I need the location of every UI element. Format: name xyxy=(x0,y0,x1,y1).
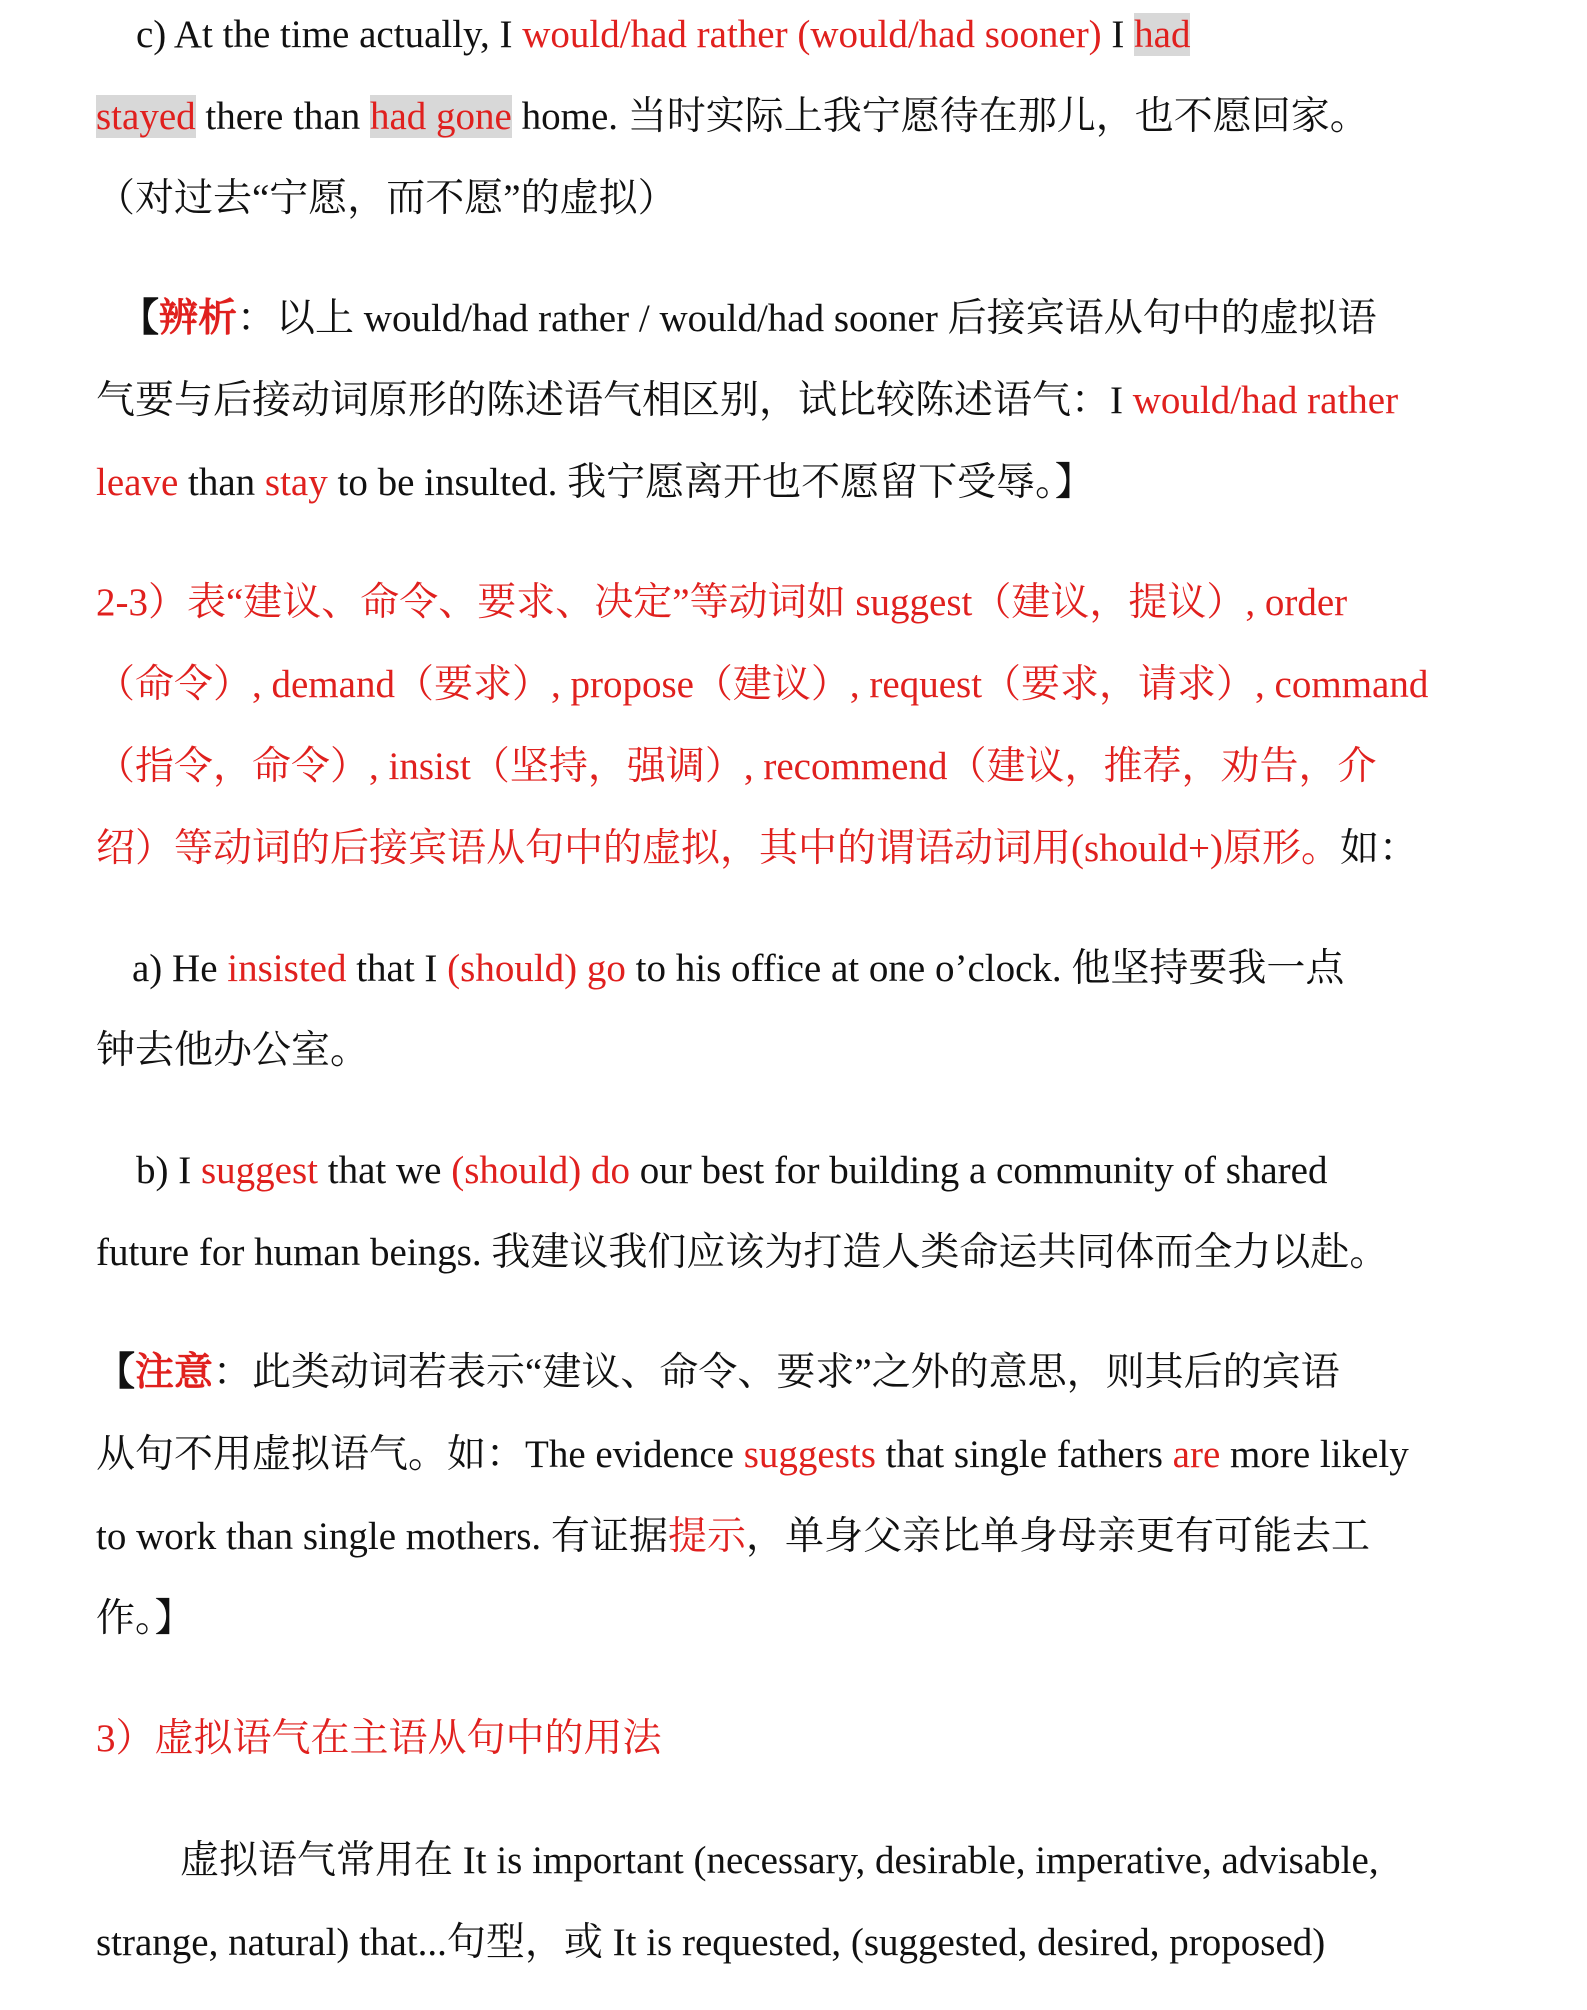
text: more likely xyxy=(1220,1433,1409,1476)
red-text: are xyxy=(1172,1433,1221,1476)
red-text: leave xyxy=(96,461,179,504)
text: that single fathers xyxy=(875,1433,1173,1476)
text: 如： xyxy=(1339,827,1418,870)
red-text: insisted xyxy=(227,947,347,990)
para-last-line-1: 虚拟语气常用在 It is important (necessary, desirable, imperative, advisable, xyxy=(180,1839,1379,1882)
red-text: stay xyxy=(264,461,328,504)
text: ：此类动词若表示“建议、命令、要求”之外的意思，则其后的宾语 xyxy=(213,1351,1340,1394)
analysis-line-1 xyxy=(120,296,1520,342)
text: that I xyxy=(346,947,448,990)
note-line-1 xyxy=(96,1350,1496,1396)
para-c-line-1 xyxy=(136,12,1536,58)
highlight-red-text: had xyxy=(1134,13,1191,56)
note-label: 注意 xyxy=(135,1351,214,1394)
text: to work than single mothers. 有证据 xyxy=(96,1515,668,1558)
bracket: 【 xyxy=(96,1351,136,1394)
red-text: 提示 xyxy=(667,1515,746,1558)
text: to his office at one o’clock. 他坚持要我一点 xyxy=(625,947,1345,990)
example-b-line-1 xyxy=(136,1148,1536,1194)
section-2-3-line-2: （命令）, demand（要求）, propose（建议）, request（要求，请求）, command xyxy=(96,663,1429,706)
example-a-line-2: 钟去他办公室。 xyxy=(96,1029,370,1072)
section-2-3-line-4 xyxy=(96,826,1496,872)
text: than xyxy=(178,461,265,504)
text: 气要与后接动词原形的陈述语气相区别，试比较陈述语气：I xyxy=(96,379,1133,422)
example-b-line-2: future for human beings. 我建议我们应该为打造人类命运共同体而全力以赴。 xyxy=(96,1231,1389,1274)
text: b) I xyxy=(136,1149,201,1192)
red-text: would/had rather xyxy=(1132,379,1399,422)
text: to be insulted. 我宁愿离开也不愿留下受辱。】 xyxy=(327,461,1094,504)
text: c) At the time actually, I xyxy=(136,13,523,56)
text: ，单身父亲比单身母亲更有可能去工 xyxy=(745,1515,1370,1558)
bracket: 【 xyxy=(120,297,160,340)
text: that we xyxy=(317,1149,452,1192)
note-line-2 xyxy=(96,1432,1496,1478)
section-2-3-line-1: 2-3）表“建议、命令、要求、决定”等动词如 suggest（建议，提议）, order xyxy=(96,581,1348,624)
text: ：以上 would/had rather / would/had sooner 后接宾语从句中的虚拟语 xyxy=(237,297,1377,340)
section-2-3-line-3: （指令，命令）, insist（坚持，强调）, recommend（建议，推荐，劝告，介 xyxy=(96,745,1377,788)
highlight-red-text: had gone xyxy=(369,95,512,138)
red-text: (should) go xyxy=(447,947,626,990)
text: our best for building a community of shared xyxy=(629,1149,1328,1192)
analysis-line-3 xyxy=(96,460,1496,506)
note-line-3 xyxy=(96,1514,1496,1560)
text: 从句不用虚拟语气。如：The evidence xyxy=(96,1433,744,1476)
text: I xyxy=(1101,13,1135,56)
para-c-line-2 xyxy=(96,94,1496,140)
highlight-red-text: would/had rather (would/had sooner) xyxy=(522,13,1102,56)
text: home. 当时实际上我宁愿待在那儿，也不愿回家。 xyxy=(511,95,1369,138)
para-last-line-2: strange, natural) that...句型，或 It is requested, (suggested, desired, proposed) xyxy=(96,1921,1326,1964)
note-line-4: 作。】 xyxy=(96,1597,194,1640)
red-text: suggest xyxy=(200,1149,318,1192)
red-text: 绍）等动词的后接宾语从句中的虚拟，其中的谓语动词用(should+)原形。 xyxy=(96,827,1340,870)
text: there than xyxy=(195,95,370,138)
text: a) He xyxy=(132,947,228,990)
analysis-line-2 xyxy=(96,378,1496,424)
red-text: suggests xyxy=(743,1433,876,1476)
highlight-red-text: stayed xyxy=(96,95,196,138)
section-3-title: 3）虚拟语气在主语从句中的用法 xyxy=(96,1717,662,1760)
red-text: (should) do xyxy=(451,1149,630,1192)
analysis-label: 辨析 xyxy=(159,297,238,340)
example-a-line-1 xyxy=(132,946,1532,992)
para-c-line-3: （对过去“宁愿，而不愿”的虚拟） xyxy=(96,177,677,220)
